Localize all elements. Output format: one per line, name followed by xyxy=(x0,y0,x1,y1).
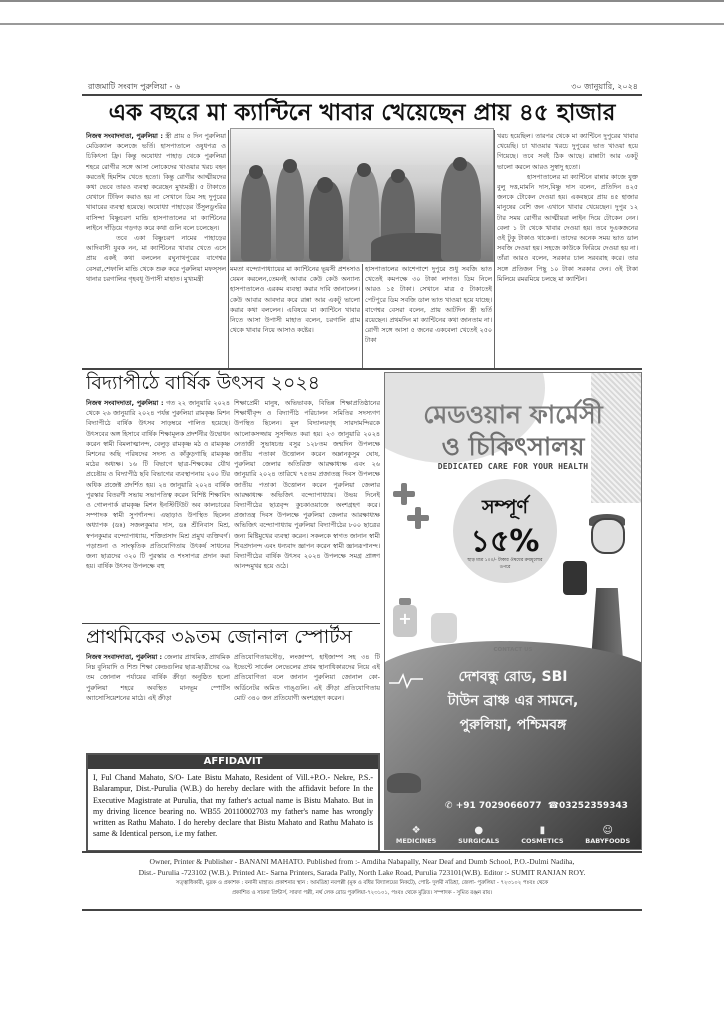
pharmacy-advertisement xyxy=(384,372,642,850)
footer-english-line-1: Owner, Printer & Publisher - BANANI MAHATO. Published from :- Amdiha Nabapally, Near Deaf and Dumb School, P.O.-Dulmi Nadiha, xyxy=(149,857,575,866)
affidavit-title: AFFIDAVIT xyxy=(88,755,378,769)
category-surgicals: ● SURGICALS xyxy=(458,825,500,845)
ad-title-line1: মেডওয়ান ফার্মেসী xyxy=(423,400,603,429)
telephone-icon: ☎ xyxy=(547,801,560,811)
contact-label: CONTACT US xyxy=(493,647,533,653)
discount-note: ছাড় মাত্র ১০০/- টাকার ঔষধের ক্রয়মূল্যের ওপরে xyxy=(467,558,543,570)
imprint-footer xyxy=(82,856,642,898)
ad-tagline: DEDICATED CARE FOR YOUR HEALTH xyxy=(437,462,589,471)
column-divider xyxy=(228,130,229,368)
affidavit-text: I, Ful Chand Mahato, S/O- Late Bistu Mahato, Resident of Vill.+P.O.- Nekre, P.S.-Balarampur, Dist.-Purulia (W.B.) do hereby declare with the affidavit before In the Executive Magistrate at Purulia, that my father's actual name is Bistu Mahato. But in my driving licence bearing no. WB55 20110002703 my father's name has wrongly written as Rathu Mahato. I do hereby declare that Bistu Mahato and Rathu Mahato is same & Identical person, i.e my father. xyxy=(93,773,373,839)
story3-byline: নিজস্ব সংবাদদাতা, পুরুলিয়া : xyxy=(86,653,163,661)
delivery-scooter-icon xyxy=(387,773,421,793)
footer-rule xyxy=(82,851,642,853)
masthead xyxy=(82,78,642,92)
ad-phone-numbers xyxy=(445,801,628,811)
footer-english-line-2: Dist.- Purulia -723102 (W.B.). Printed At:- Sarna Printers, Sarada Pally, North Lake Road, Purulia 723101(W.B). Editor :- SUMIT RANJAN ROY. xyxy=(138,868,586,877)
story1-byline: নিজস্ব সংবাদদাতা, পুরুলিয়া : xyxy=(86,132,163,140)
discount-percent: ১৫% xyxy=(470,524,540,559)
affidavit-box xyxy=(86,753,380,852)
category-cosmetics: ▮ COSMETICS xyxy=(521,825,564,845)
column-divider xyxy=(362,264,363,368)
story2-col1-text: গত ২২ জানুয়ারি ২০২৪ থেকে ২৬ জানুয়ারি ২০২৪ পর্যন্ত পুরুলিয়া রামকৃষ্ণ মিশন বিদ্যাপীঠে বার্ষিক উৎসব সাড়ম্বরে পালিত হয়েছে। উৎসবের অঙ্গ হিসাবে বার্ষিক শিক্ষামূলক প্রদর্শনীর উদ্বোধন করেন স্বামী বিমলাত্মানন্দ, বেলুড় রামকৃষ্ণ মঠ ও রামকৃষ্ণ মিশনের অছি পরিষদের সদস্য ও কাঁকুড়গাছি রামকৃষ্ণ মঠের অধ্যক্ষ। ১৬ টি বিভাগে ছাত্র-শিক্ষকের যৌথ প্রচেষ্টায় ও বিদ্যাপীঠ ছবি বিভাগের ব্যবস্থাপনায় ২০০ টির অধিক প্রজেক্ট প্রদর্শিত হয়। ২৪ জানুয়ারি ২০২৪ বার্ষিক পুরস্কার বিতরণী সভায় সভাপতিত্ব করেন বিশিষ্ট শিক্ষাবিদ ও গোলপার্ক রামকৃষ্ণ মিশন ইনস্টিটিউট অব কালচারের সম্পাদক স্বামী সুপর্ণানন্দ। এছাড়াও উপস্থিত ছিলেন অধ্যাপক (ডঃ) সজলকুমার দাস, ডঃ শ্রীনিবাস মিশ্র, স্বপনকুমার বন্দ্যোপাধ্যায়, শক্তিপ্রসাদ মিশ্র প্রমুখ ব্যক্তিবর্গ। পড়াশুনা ও সাংস্কৃতিক প্রতিযোগিতায় উৎকর্ষ সাধনের জন্য ছাত্রদের ৩২০ টি পুরস্কার ও শংসাপত্র প্রদান করা হয়। বার্ষিক উৎসব উপলক্ষে বহু xyxy=(86,399,230,571)
story2-headline: বিদ্যাপীঠে বার্ষিক উৎসব ২০২৪ xyxy=(86,372,321,394)
mobile-number: +91 7029066077 xyxy=(455,801,542,811)
discount-badge xyxy=(453,479,557,583)
story3-column-1 xyxy=(86,652,230,752)
cosmetics-icon: ▮ xyxy=(539,825,546,836)
story1-column-3: হাসপাতালের আশেপাশে দুপুরে শুধু সবজি ভাত খেতেই কমপক্ষে ৩০ টাকা লাগত। ডিম নিলে আরও ১৫ টাকা। সেখানে মাত্র ৫ টাকাতেই পেটপুরে ডিম সবজি ডাল ভাত খাওয়া হয়ে যাচ্ছে। বাগেশ্বর বেসরা বলেন, প্রায় আটদিন স্ত্রী ভর্তি রয়েছেন। প্রথমদিন মা ক্যান্টিনের কথা জানতাম না। রোগী সঙ্গে আসা ৫ জনের একবেলা খেতেই ২৫০ টাকা xyxy=(365,265,492,345)
viewer-toolbar-divider xyxy=(0,23,724,25)
footer-bengali-line-1: সত্ত্বাধিকারী, মুদ্রক ও প্রকাশক : বনানী মাহাত। প্রকাশনার স্থান : আমডিহা নবপল্লী (মূক ও বধির বিদ্যালয়ের নিকটে), পোষ্ট- দুলমী নডিহা, জেলা- পুরুলিয়া - ৭২৩১০২ পঃবঃ থেকে xyxy=(175,880,549,886)
medical-cross-icon xyxy=(407,507,429,529)
column-divider xyxy=(494,130,495,368)
landline-number: 03252359343 xyxy=(559,801,628,811)
story1-column-2: মমতা বন্দ্যোপাধ্যায়ের মা ক্যান্টিনের ভূয়সী প্রশংসাও যেমন করলেন,তেমনই আবার কেউ কেউ অন্যান্য হাসপাতালেও এরকম ব্যবস্থা করার দাবি জানালেন। কেউ আবার আবদার করে রান্না আর একটু ভালো করার কথা বললেন। এবিষয়ে মা ক্যান্টিনে খাবার নিতে আসা উপাসী মাহাত বলেন, চরগালি গ্রাম থেকে খাবার নিয়ে আসাও কষ্টের। xyxy=(230,265,360,335)
mother-canteen-photo xyxy=(230,128,494,262)
ad-address-line-2: টাউন ব্রাঞ্চ এর সামনে, xyxy=(447,693,579,709)
story1-col1-text2: তবে একা বিষ্ণুচরণ নামের পাহাড়ের আদিবাসী যুবক নন, মা ক্যান্টিনের খাবার খেতে এসে প্রায় একই কথা বললেন রঘুনাথপুরের বাগেশ্বর বেসরা,শেফালি মান্ডি থেকে শুরু করে পুরুলিয়া মফস্সল থানার চরগালির গৃহবধূ উপাসী মাহাত। মুখ্যমন্ত্রী xyxy=(86,234,226,283)
medicine-jar-icon xyxy=(431,613,457,643)
ad-address-line-1: দেশবন্ধু রোড, SBI xyxy=(458,669,568,685)
story1-col4-text: খরচ হয়েছিল। তারপর থেকে মা ক্যান্টিনে দুপুরের খাবার খেয়েছি। চা খাওয়ার খরচে দুপুরের ভাত খাওয়া হয়ে গিয়েছে। তবে সবই ঠিক আছে। রান্নাটা আর একটু ভালো করলে আরও সুস্বাদু হতো। xyxy=(497,132,638,171)
ad-title-line2: ও চিকিৎসালয় xyxy=(441,432,585,461)
masthead-date: ৩০ জানুয়ারি, ২০২৪ xyxy=(571,82,638,91)
story2-column-2: শিক্ষাপ্রেমী মানুষ, অভিভাবক, বিভিন্ন শিক্ষাপ্রতিষ্ঠানের শিক্ষার্থীবৃন্দ ও বিদ্যাপীঠ পরিচালন সমিতির সদস্যগণ উপস্থিত ছিলেন। মূল বিদ্যালয়গৃহ সারদামন্দিরকে আলোকসজ্জায় সুসজ্জিত করা হয়। ২৩ জানুয়ারি ২০২৪ নেতাজী সুভাষচন্দ্র বসুর ১২৮তম জন্মদিন উপলক্ষে জাতীয় পতাকা উত্তোলন করেন অম্লানকুসুম ঘোষ, পুরুলিয়া জেলার অতিরিক্ত আরক্ষাধ্যক্ষ এবং ২৬ জানুয়ারি ২০২৪ তারিখে ৭৫তম প্রজাতন্ত্র দিবস উপলক্ষে জাতীয় পতাকা উত্তোলন করেন পুরুলিয়া জেলার আরক্ষাধ্যক্ষ অভিজিৎ বন্দ্যোপাধ্যায়। উভয় দিনেই বিদ্যাপীঠের ছাত্রবৃন্দ কুচকাওয়াজে অংশগ্রহণ করে। প্রজাতন্ত্র দিবস উপলক্ষে পুরুলিয়া জেলার আরক্ষাধ্যক্ষ অভিজিৎ বন্দ্যোপাধ্যায় পুরুলিয়া বিদ্যাপীঠের ৮০০ ছাত্রের জন্য মিষ্টিমুখের ব্যবস্থা করেন। সকলকে স্বাগত জানান স্বামী শিবপ্রদানন্দ এবং ধন্যবাদ জ্ঞাপন করেন স্বামী জ্ঞানরূপানন্দ। বিদ্যাপীঠের বার্ষিক উৎসব ২০২৪ উপলক্ষে সমগ্র প্রাঙ্গণ আনন্দমুখর হয়ে ওঠে। xyxy=(234,399,380,571)
category-medicines: ❖ MEDICINES xyxy=(395,825,437,845)
masthead-paper-name: রাজমাটি সংবাদ পুরুলিয়া - ৬ xyxy=(88,82,181,91)
story2-byline: নিজস্ব সংবাদদাতা, পুরুলিয়া : xyxy=(86,399,164,407)
story1-col4-text2: হাসপাতালের মা ক্যান্টিনে রান্নার কাজে যুক্ত বুলু দত্ত,মামনি দাস,বিষ্ণু দাস বলেন, প্রতিদিন ৪২৫ জনকে টোকেন দেওয়া হয়। একবছরে প্রায় ৪৫ হাজার মানুষের বেশি জন এখানে খাবার খেয়েছেন। দুপুর ১২ টার সময় রোগীর আত্মীয়রা লাইন দিয়ে টোকেন নেন। বেলা ১ টা থেকে খাবার দেওয়া হয়। তবে দুএকজনের ওই টুকু টাকাও থাকেনা। তাদের অনেক সময় ভাত ডাল সবজি দেওয়া হয়। সহজে কাউকে ফিরিয়ে দেওয়া হয় না। তাঁরা আরও বলেন, সরকার চাল সরবরাহ করে। তার সঙ্গে প্রতিজন পিছু ১০ টাকা সরকার দেন। ওই টাকা মিলিয়ে রমরমিয়ে চলছে মা ক্যান্টিন। xyxy=(497,172,638,283)
story1-column-1 xyxy=(86,131,226,367)
masthead-rule xyxy=(82,94,642,96)
story2-column-1 xyxy=(86,398,230,622)
story1-column-4 xyxy=(497,131,638,367)
smartphone-illustration xyxy=(563,561,587,595)
medicine-bottle-icon xyxy=(393,605,417,637)
discount-word: সম্পূর্ণ xyxy=(481,496,529,518)
category-babyfoods: ☺ BABYFOODS xyxy=(585,825,631,845)
story3-column-2: প্রতিযোগিতায়দৌড়, লংজাম্প, হাইজাম্প সহ ৩৪ টি ইভেন্টে সার্কেল লেভেলের প্রথম স্থানাধিকারদের নিয়ে এই প্রতিযোগিতা বলে জানান পুরুলিয়া জোনাল কো-অর্ডিনেটর অমিত গাঙ্গুলি। এই ক্রীড়া প্রতিযোগিতায় মোট ৩৪০ জন প্রতিযোগী অংশগ্রহণ করেন। xyxy=(234,653,380,702)
pills-icon: ❖ xyxy=(411,825,421,836)
story3-col1-text: জেলার প্রাথমিক, প্রাথমিক নিম্ন বুনিয়াদি ও শিশু শিক্ষা কেন্দ্রগুলির ছাত্র-ছাত্রীদের ৩৯ তম জোনাল পর্যায়ের বার্ষিক ক্রীড়া অনুষ্ঠিত হলো পুরুলিয়া শহরে অবস্থিত মানভূম স্পোর্টস অ্যাসোসিয়েশনের মাঠে। এই ক্রীড়া xyxy=(86,653,230,702)
story1-headline: এক বছরে মা ক্যান্টিনে খাবার খেয়েছেন প্রায় ৪৫ হাজার xyxy=(108,100,616,126)
story1-col1-text: স্ত্রী প্রায় ৫ দিন পুরুলিয়া মেডিক্যাল কলেজে ভর্তি। হাসপাতালে ওষুধপত্র ও চিকিৎসা ফ্রি। কিন্তু অযোধ্যা পাহাড় থেকে পুরুলিয়া শহরে রোগীর সঙ্গে আসা লোকেদের খাওয়ার খরচ বহন করতেই হিমশিম খেতে হতো। কিন্তু রোগীর আত্মীয়দের কথা ভেবে তারও ব্যবস্থা করেছেন মুখ্যমন্ত্রী। ৫ টাকাতে যেখানে টিফিন করাও হয় না সেখানে ডিম সহ দুপুরের খাবারের ব্যবস্থা হয়েছে। অযোধ্যা পাহাড়ের উঁসুলডুংরির বাসিন্দা বিষ্ণুচরণ মান্ডি হাসপাতালের মা ক্যান্টিনের লাইনে দাঁড়িয়ে গড়গড় করে কথা গুলি বলে চলেছেন। xyxy=(86,132,226,232)
viewer-top-border xyxy=(0,0,724,2)
story3-headline: প্রাথমিকের ৩৯তম জোনাল স্পোর্টস xyxy=(86,626,353,648)
ad-categories xyxy=(385,825,641,845)
medical-cross-icon xyxy=(393,483,415,505)
surgical-icon: ● xyxy=(474,825,484,836)
whatsapp-icon: ✆ xyxy=(445,801,453,811)
babyfood-icon: ☺ xyxy=(602,825,613,836)
ad-address-line-3: পুরুলিয়া, পশ্চিমবঙ্গ xyxy=(459,717,567,733)
footer-bengali-line-2: প্রকাশিত ও সারনা প্রিন্টার্স, সারদা পল্লী, নর্থ লেক রোড পুরুলিয়া-৭২৩১০১, পঃবঃ থেকে মুদ্রিত। সম্পাদক - সুমিত রঞ্জন রায়। xyxy=(231,890,493,896)
page-bottom-rule xyxy=(82,909,642,911)
